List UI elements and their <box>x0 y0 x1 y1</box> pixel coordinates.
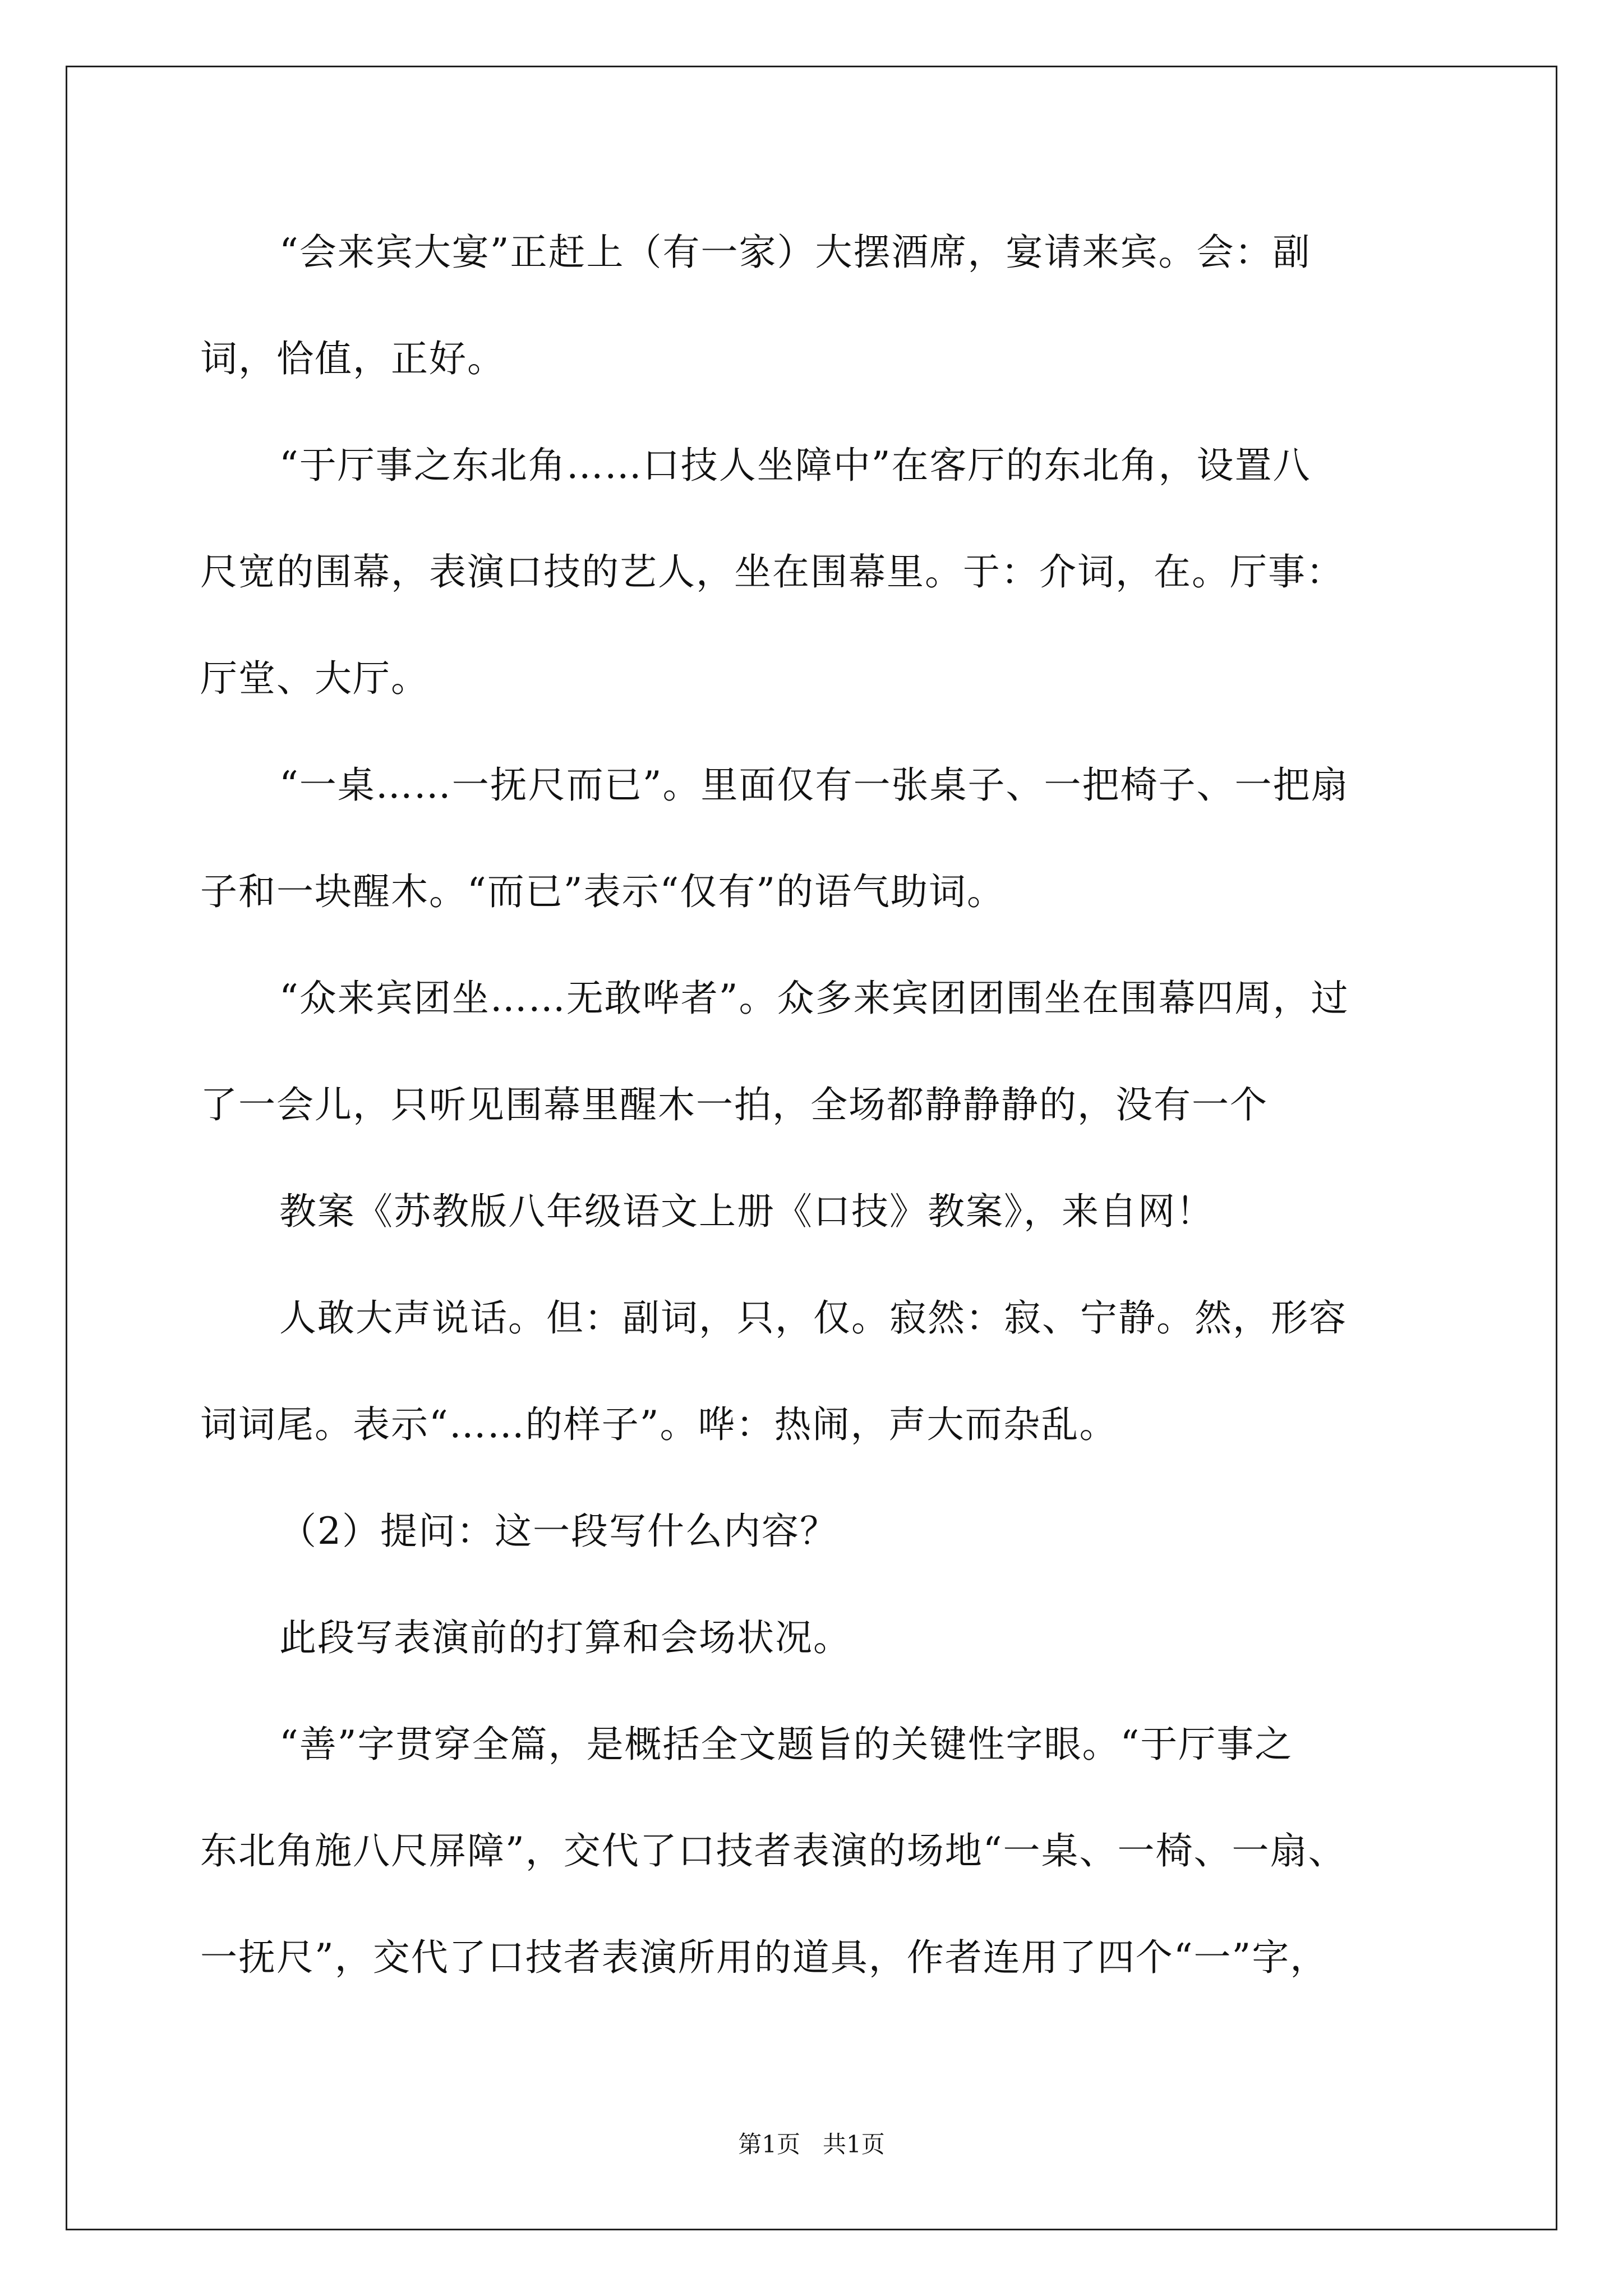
text-line: “于厅事之东北角……口技人坐障中”在客厅的东北角，设置八 <box>279 444 1311 487</box>
text-line: “会来宾大宴”正赶上（有一家）大摆酒席，宴请来宾。会：副 <box>279 231 1311 274</box>
text-line: 东北角施八尺屏障”，交代了口技者表演的场地“一桌、一椅、一扇、 <box>200 1829 1347 1872</box>
text-line: “善”字贯穿全篇，是概括全文题旨的关键性字眼。“于厅事之 <box>279 1723 1293 1766</box>
text-line: “一桌……一抚尺而已”。里面仅有一张桌子、一把椅子、一把扇 <box>279 763 1349 807</box>
page-number-footer: 第1页 共1页 <box>738 2131 885 2158</box>
text-line: 教案《苏教版八年级语文上册《口技》教案》，来自网！ <box>279 1190 1214 1233</box>
text-line: 厅堂、大厅。 <box>200 657 429 700</box>
text-line: 词词尾。表示“……的样子”。哗：热闹，声大而杂乱。 <box>200 1403 1118 1446</box>
text-line: 此段写表演前的打算和会场状况。 <box>279 1616 851 1659</box>
page-border <box>66 66 1557 2230</box>
text-line: 尺宽的围幕，表演口技的艺人，坐在围幕里。于：介词，在。厅事： <box>200 550 1344 593</box>
text-line: （2）提问：这一段写什么内容？ <box>279 1510 838 1553</box>
text-line: 人敢大声说话。但：副词，只，仅。寂然：寂、宁静。然，形容 <box>279 1296 1347 1340</box>
text-line: “众来宾团坐……无敢哗者”。众多来宾团团围坐在围幕四周，过 <box>279 977 1349 1020</box>
text-line: 一抚尺”，交代了口技者表演所用的道具，作者连用了四个“一”字， <box>200 1936 1329 1979</box>
text-line: 词，恰值，正好。 <box>200 337 505 380</box>
text-line: 了一会儿，只听见围幕里醒木一拍，全场都静静静的，没有一个 <box>200 1083 1268 1126</box>
text-line: 子和一块醒木。“而已”表示“仅有”的语气助词。 <box>200 870 1005 913</box>
